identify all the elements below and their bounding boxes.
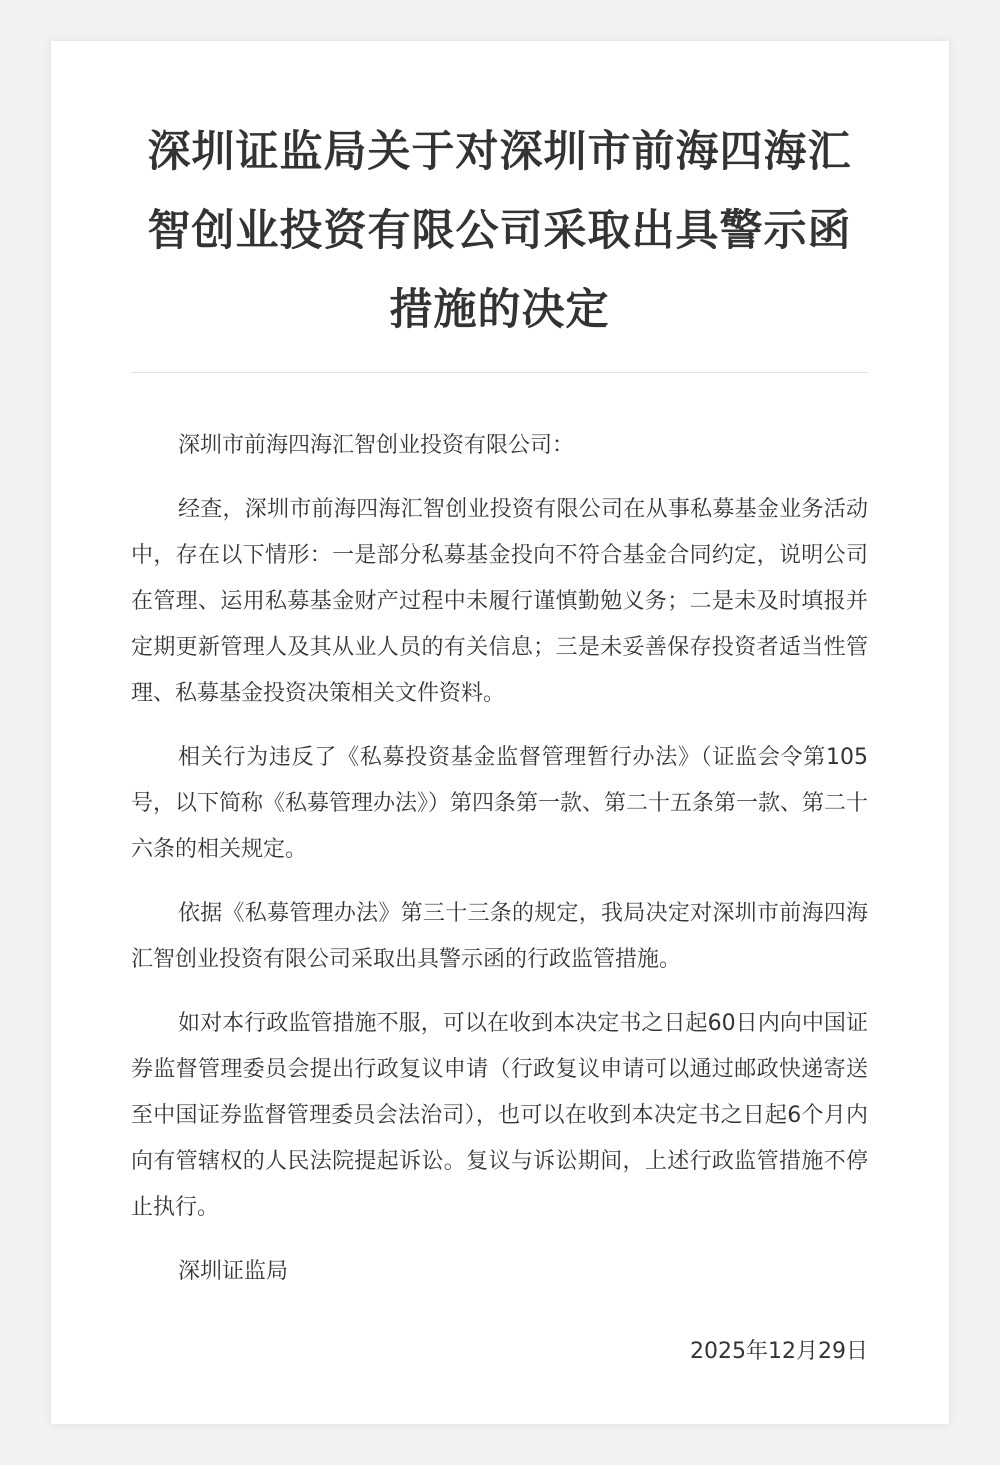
document-date: 2025年12月29日 [690,1339,868,1364]
document-title: 深圳证监局关于对深圳市前海四海汇智创业投资有限公司采取出具警示函措施的决定 [147,127,852,335]
paragraph-appeal: 如对本行政监管措施不服，可以在收到本决定书之日起60日内向中国证券监督管理委员会提出行政复议申请（行政复议申请可以通过邮政快递寄送至中国证券监督管理委员会法治司），也可以在收到本决定书之日起6个月内向有管辖权的人民法院提起诉讼。复议与诉讼期间，上述行政监管措施不停止执行。 [131,1011,868,1220]
document-card [51,41,949,1424]
document-body [131,381,868,1375]
paragraph-decision: 依据《私募管理办法》第三十三条的规定，我局决定对深圳市前海四海汇智创业投资有限公司采取出具警示函的行政监管措施。 [131,901,868,972]
salutation: 深圳市前海四海汇智创业投资有限公司： [178,433,575,458]
paragraph-findings: 经查，深圳市前海四海汇智创业投资有限公司在从事私募基金业务活动中，存在以下情形：一是部分私募基金投向不符合基金合同约定，说明公司在管理、运用私募基金财产过程中未履行谨慎勤勉义务；二是未及时填报并定期更新管理人及其从业人员的有关信息；三是未妥善保存投资者适当性管理、私募基金投资决策相关文件资料。 [131,497,868,706]
document-content [131,41,868,1375]
title-divider [131,372,868,373]
paragraph-violation: 相关行为违反了《私募投资基金监督管理暂行办法》（证监会令第105号，以下简称《私募管理办法》）第四条第一款、第二十五条第一款、第二十六条的相关规定。 [131,745,869,862]
signature: 深圳证监局 [178,1259,289,1284]
